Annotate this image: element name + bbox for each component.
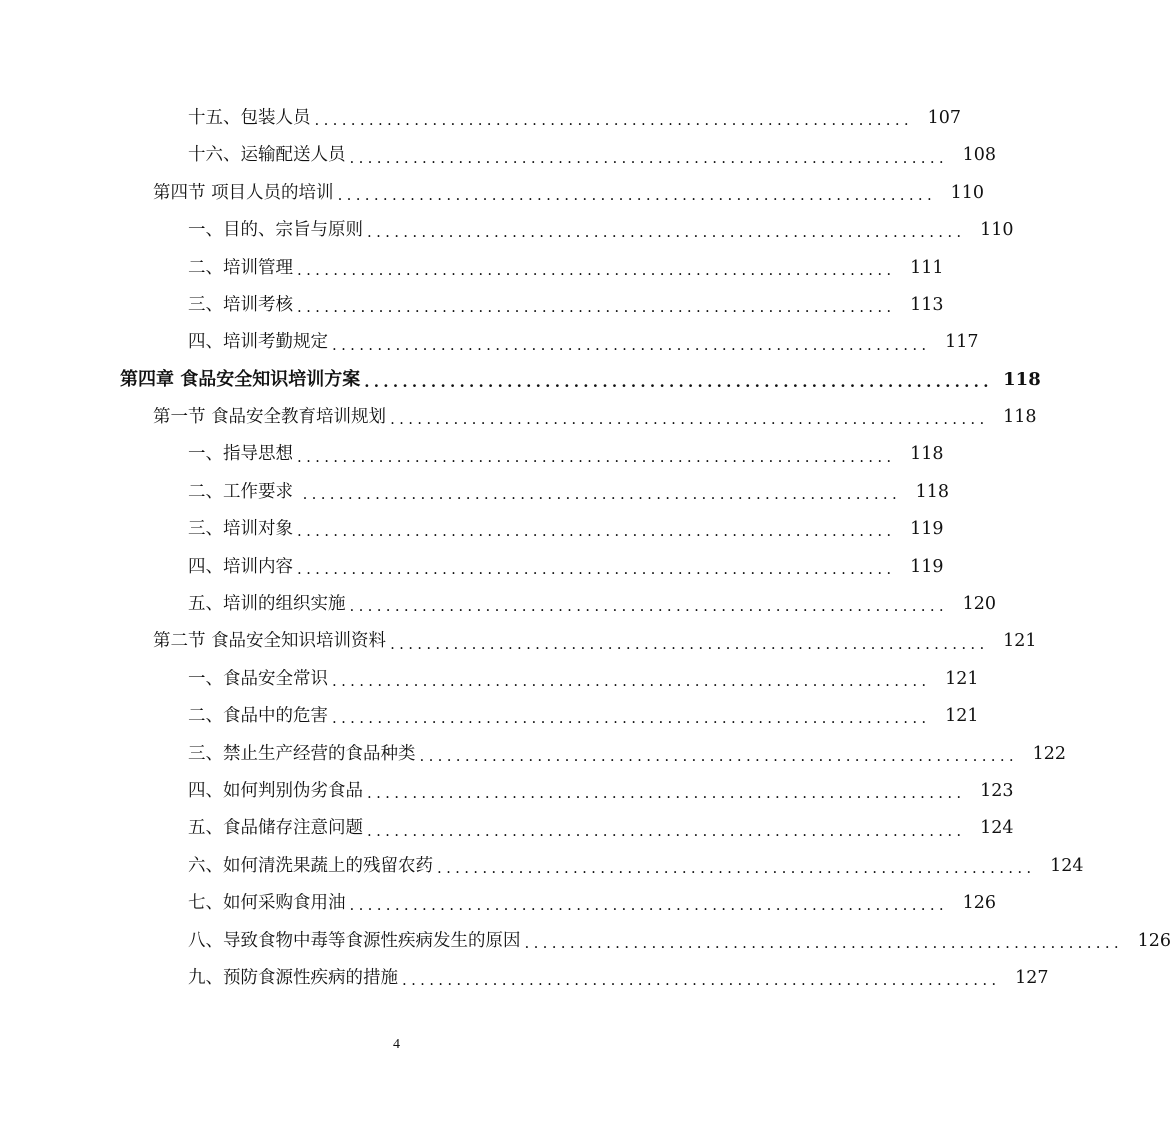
toc-entry[interactable] (0, 212, 1014, 249)
toc-entry[interactable] (0, 810, 1014, 847)
toc-entry-page: 113 (910, 294, 944, 315)
toc-entry-page: 126 (962, 893, 996, 914)
toc-entry[interactable] (0, 324, 979, 361)
toc-leader-dots: .................................................................. (390, 410, 989, 429)
toc-leader-dots: .................................................................. (297, 447, 896, 466)
toc-entry-page: 124 (1050, 855, 1084, 876)
toc-entry-title: 第四章 食品安全知识培训方案 (120, 369, 361, 391)
toc-entry[interactable] (0, 549, 944, 586)
toc-entry-title: 三、培训对象 (188, 519, 293, 540)
toc-entry-title: 五、培训的组织实施 (188, 594, 346, 615)
toc-entry-title: 二、培训管理 (188, 257, 293, 278)
toc-entry-page: 110 (950, 182, 985, 203)
toc-leader-dots: .................................................................. (524, 933, 1123, 952)
toc-entry[interactable] (0, 137, 996, 174)
toc-entry-title: 第一节 食品安全教育培训规划 (153, 407, 387, 428)
toc-entry-title: 六、如何清洗果蔬上的残留农药 (188, 855, 433, 876)
toc-entry-title: 四、培训内容 (188, 556, 293, 577)
toc-entry-title: 十六、运输配送人员 (188, 145, 346, 166)
toc-leader-dots: .................................................................. (367, 821, 966, 840)
toc-leader-dots: .................................................................. (349, 896, 948, 915)
toc-entry-page: 107 (927, 107, 961, 128)
toc-entry-page: 108 (962, 145, 996, 166)
toc-entry-page: 110 (980, 220, 1014, 241)
toc-entry[interactable] (0, 736, 1066, 773)
toc-entry[interactable] (0, 773, 1014, 810)
toc-entry-title: 一、目的、宗旨与原则 (188, 220, 363, 241)
toc-entry-page: 119 (910, 519, 944, 540)
toc-entry-title: 一、指导思想 (188, 444, 293, 465)
toc-entry[interactable] (0, 848, 1084, 885)
toc-leader-dots: .................................................................. (302, 485, 902, 504)
toc-entry[interactable] (0, 960, 1049, 997)
toc-leader-dots: .................................................................. (390, 634, 989, 653)
table-of-contents (0, 100, 1171, 997)
toc-section-entry[interactable] (0, 623, 1037, 660)
toc-entry[interactable] (0, 511, 944, 548)
toc-entry-page: 118 (915, 481, 950, 502)
toc-entry[interactable] (0, 885, 996, 922)
toc-leader-dots: .................................................................. (314, 111, 913, 130)
toc-entry-title: 九、预防食源性疾病的措施 (188, 967, 398, 988)
toc-leader-dots: .................................................................. (332, 709, 931, 728)
toc-entry[interactable] (0, 661, 979, 698)
toc-entry-page: 126 (1137, 930, 1171, 951)
toc-entry-title: 第四节 项目人员的培训 (153, 182, 334, 203)
toc-leader-dots: .................................................................. (402, 971, 1001, 990)
toc-leader-dots: .................................................................. (367, 223, 966, 242)
toc-entry-title: 八、导致食物中毒等食源性疾病发生的原因 (188, 930, 521, 951)
toc-leader-dots: .................................................................. (349, 148, 948, 167)
toc-entry-title: 第二节 食品安全知识培训资料 (153, 631, 387, 652)
toc-entry[interactable] (0, 250, 944, 287)
toc-entry[interactable] (0, 698, 979, 735)
toc-entry-title: 一、食品安全常识 (188, 668, 328, 689)
toc-entry-page: 121 (945, 706, 979, 727)
toc-section-entry[interactable] (0, 399, 1037, 436)
toc-entry-page: 121 (945, 668, 979, 689)
toc-entry-title: 二、食品中的危害 (188, 706, 328, 727)
toc-leader-dots: .................................................................. (337, 185, 937, 204)
toc-leader-dots: .................................................................. (297, 298, 896, 317)
toc-section-entry[interactable] (0, 175, 985, 212)
toc-entry-title: 二、工作要求 (188, 481, 299, 502)
toc-entry-page: 123 (980, 780, 1014, 801)
toc-entry-page: 124 (980, 818, 1014, 839)
toc-leader-dots: .................................................................. (297, 260, 896, 279)
toc-entry-page: 120 (962, 594, 996, 615)
toc-entry-page: 122 (1032, 743, 1066, 764)
toc-leader-dots: .................................................................. (419, 746, 1018, 765)
toc-leader-dots: .................................................................. (332, 335, 931, 354)
toc-leader-dots: .................................................................. (297, 559, 896, 578)
toc-entry-title: 三、禁止生产经营的食品种类 (188, 743, 416, 764)
toc-entry-page: 119 (910, 556, 944, 577)
toc-entry-page: 111 (910, 257, 944, 278)
toc-leader-dots: .................................................................. (364, 372, 993, 391)
toc-entry-page: 121 (1003, 631, 1037, 652)
toc-entry[interactable] (0, 437, 944, 474)
toc-entry-title: 十五、包装人员 (188, 107, 311, 128)
toc-entry-title: 五、食品储存注意问题 (188, 818, 363, 839)
toc-entry[interactable] (0, 586, 996, 623)
toc-entry-page: 118 (1003, 369, 1041, 391)
page-number: 4 (393, 1037, 400, 1052)
toc-leader-dots: .................................................................. (367, 784, 966, 803)
toc-entry-page: 117 (945, 332, 979, 353)
toc-entry-title: 七、如何采购食用油 (188, 893, 346, 914)
toc-leader-dots: .................................................................. (349, 597, 948, 616)
toc-entry[interactable] (0, 474, 950, 511)
toc-chapter-entry[interactable] (0, 362, 1041, 399)
toc-entry-page: 127 (1015, 967, 1049, 988)
toc-entry-title: 四、培训考勤规定 (188, 332, 328, 353)
toc-leader-dots: .................................................................. (332, 672, 931, 691)
toc-entry-title: 三、培训考核 (188, 294, 293, 315)
toc-leader-dots: .................................................................. (297, 522, 896, 541)
toc-entry[interactable] (0, 287, 944, 324)
toc-entry[interactable] (0, 923, 1171, 960)
toc-entry-title: 四、如何判别伪劣食品 (188, 780, 363, 801)
toc-entry[interactable] (0, 100, 961, 137)
toc-entry-page: 118 (910, 444, 944, 465)
toc-leader-dots: .................................................................. (437, 859, 1036, 877)
toc-entry-page: 118 (1003, 407, 1037, 428)
